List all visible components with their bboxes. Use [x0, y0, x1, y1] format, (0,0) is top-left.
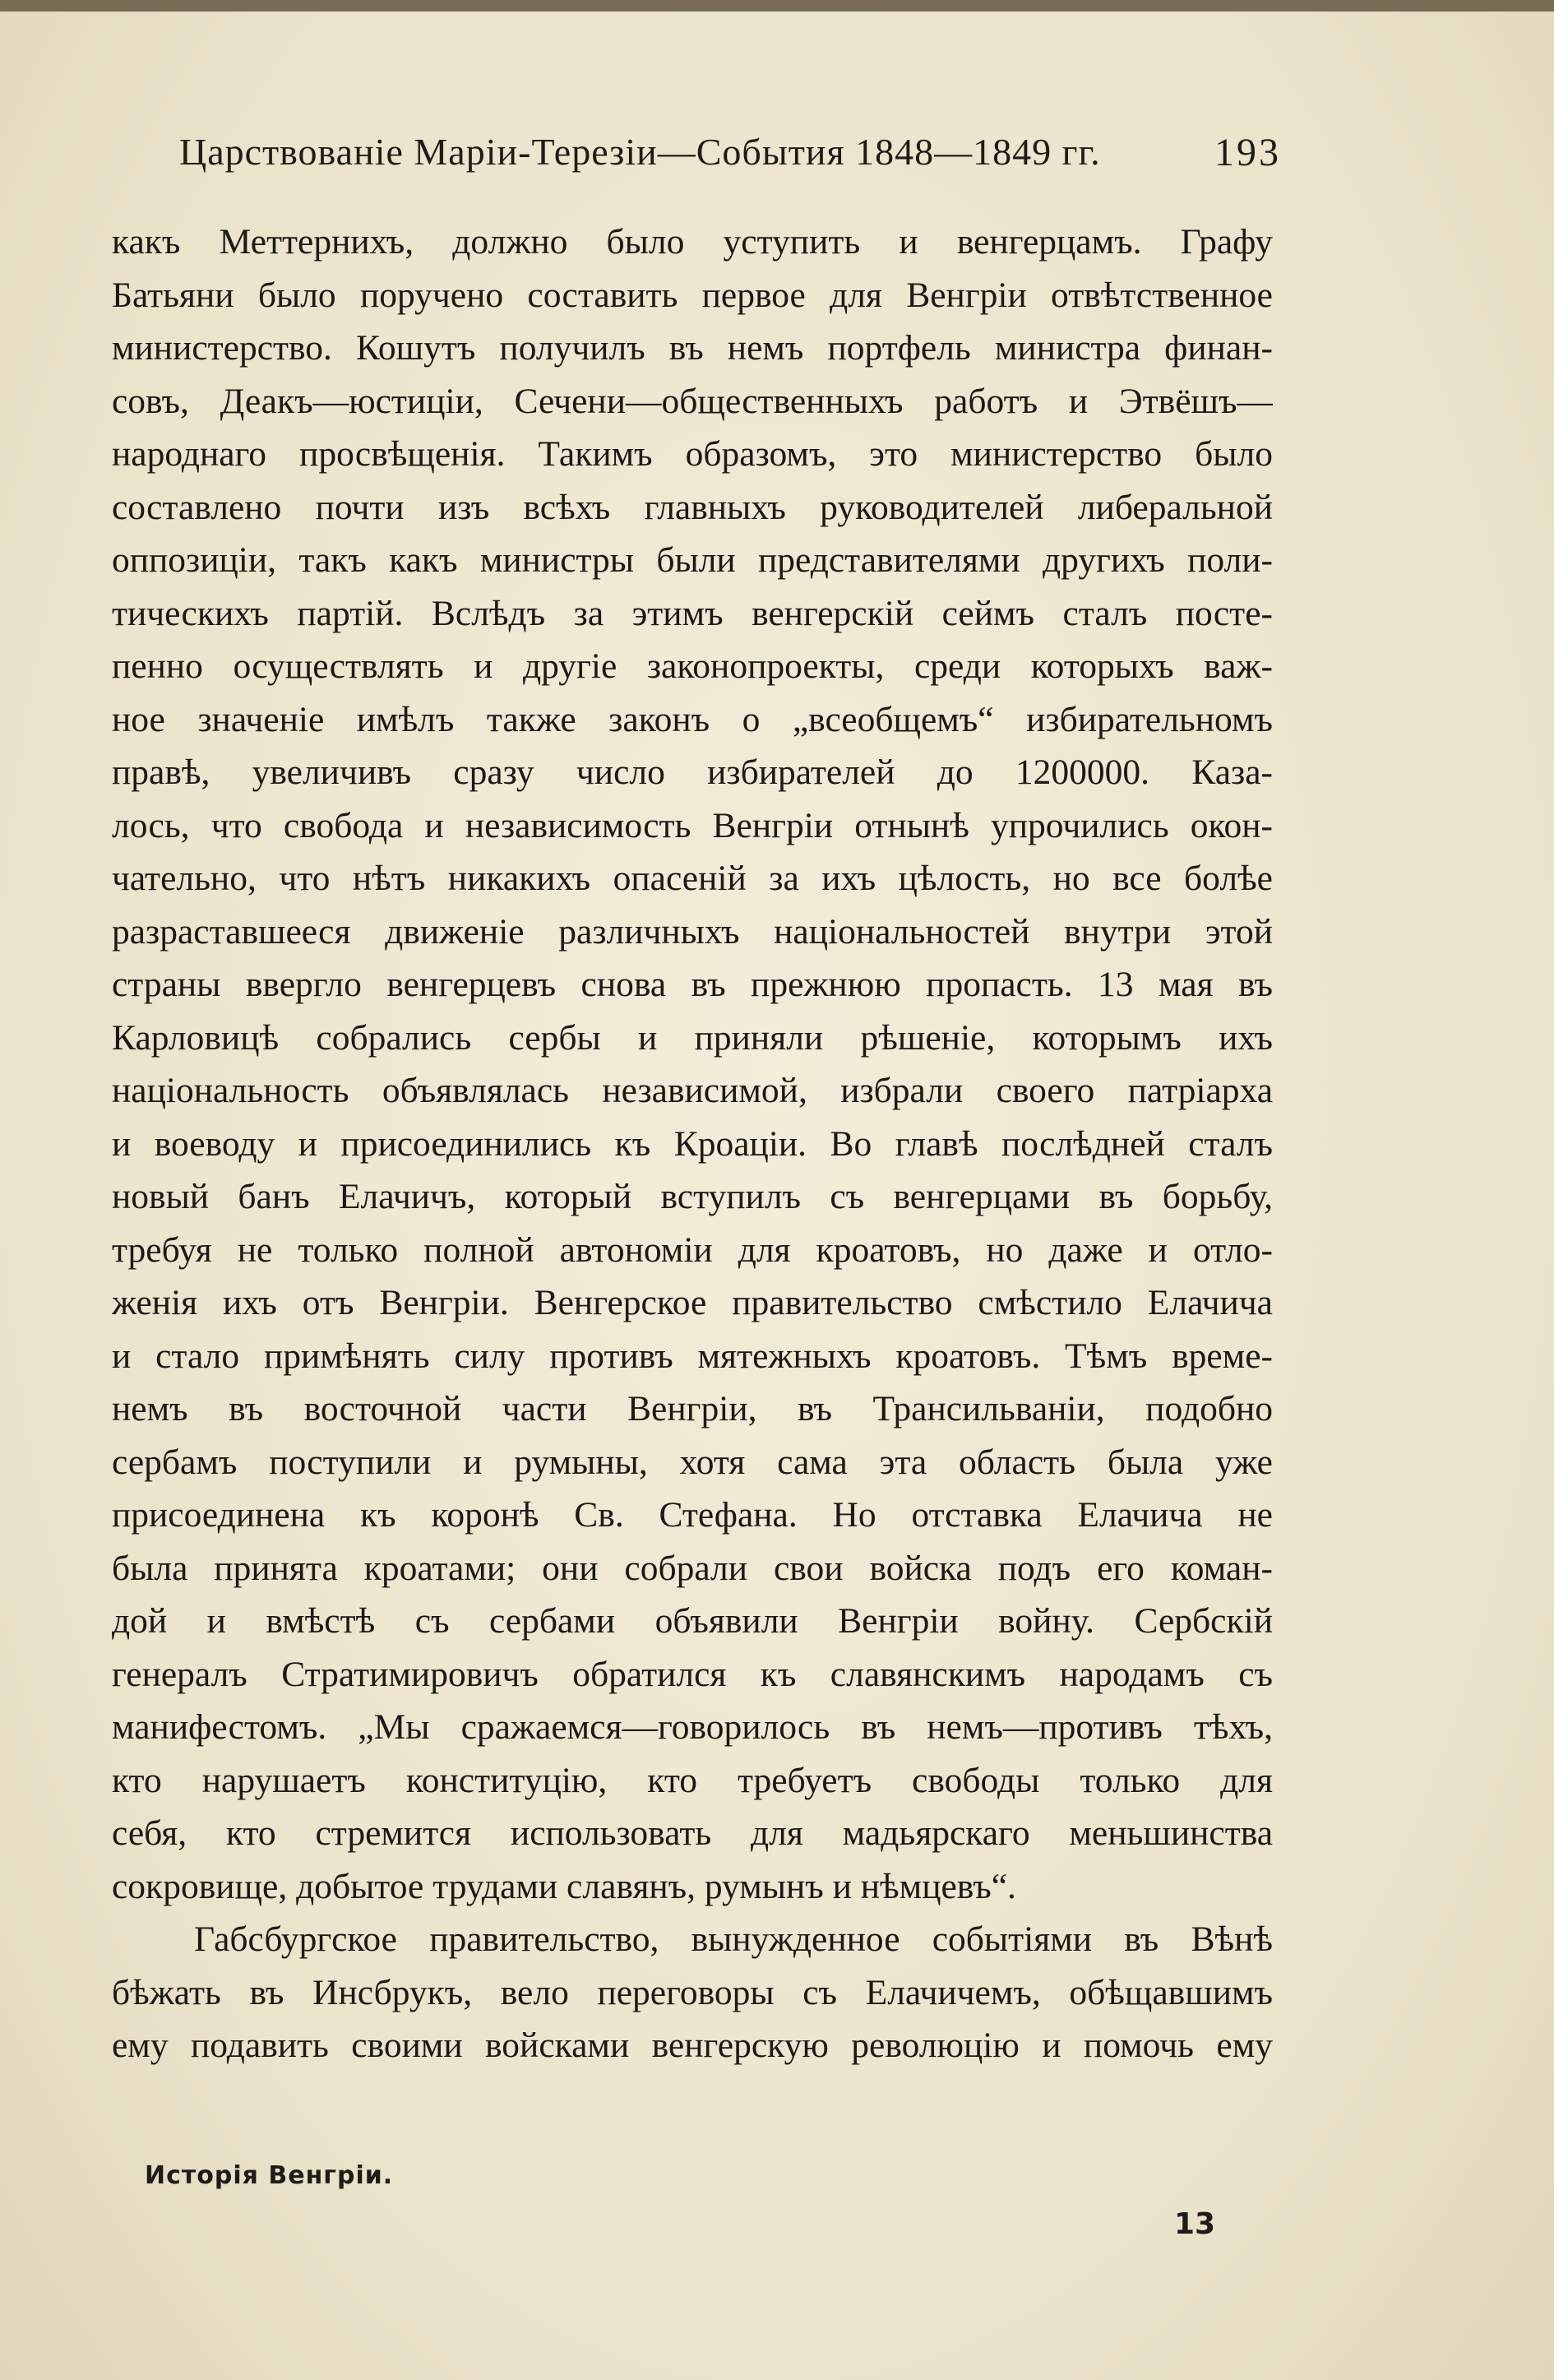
- text-line: тическихъ партій. Вслѣдъ за этимъ венгерскій сеймъ сталъ посте-: [112, 593, 1273, 633]
- text-line: и воеводу и присоединились къ Кроаціи. Во главѣ послѣдней сталъ: [112, 1123, 1273, 1164]
- text-line: сокровище, добытое трудами славянъ, румынъ и нѣмцевъ“.: [112, 1866, 1016, 1906]
- text-line: разраставшееся движеніе различныхъ національностей внутри этой: [112, 911, 1273, 952]
- printer-signature: 13: [1174, 2207, 1216, 2241]
- paragraph: [112, 1913, 1273, 2072]
- text-line: себя, кто стремится использовать для мадьярскаго меньшинства: [112, 1813, 1273, 1853]
- text-line: ему подавить своими войсками венгерскую революцію и помочь ему: [112, 2026, 1273, 2065]
- text-line: женія ихъ отъ Венгріи. Венгерское правительство смѣстило Елачича: [112, 1283, 1273, 1322]
- text-line: составлено почти изъ всѣхъ главныхъ руководителей либеральной: [112, 487, 1273, 527]
- text-line: генералъ Стратимировичъ обратился къ славянскимъ народамъ съ: [112, 1654, 1273, 1694]
- text-line: правѣ, увеличивъ сразу число избирателей до 1200000. Каза-: [112, 752, 1273, 792]
- text-line: народнаго просвѣщенія. Такимъ образомъ, это министерство было: [112, 434, 1273, 474]
- text-line: министерство. Кошутъ получилъ въ немъ портфель министра финан-: [112, 328, 1273, 368]
- text-line: была принята кроатами; они собрали свои войска подъ его коман-: [112, 1548, 1273, 1588]
- text-line: ное значеніе имѣлъ также законъ о „всеобщемъ“ избирательномъ: [112, 699, 1273, 739]
- text-line: Батьяни было поручено составить первое для Венгріи отвѣтственное: [112, 275, 1273, 315]
- text-line: и стало примѣнять силу противъ мятежныхъ кроатовъ. Тѣмъ време-: [112, 1336, 1273, 1376]
- text-line: какъ Меттернихъ, должно было уступить и венгерцамъ. Графу: [112, 222, 1273, 262]
- text-line: дой и вмѣстѣ съ сербами объявили Венгріи войну. Сербскій: [112, 1601, 1273, 1641]
- text-line: національность объявлялась независимой, избрали своего патріарха: [112, 1071, 1273, 1110]
- text-line: кто нарушаетъ конституцію, кто требуетъ свободы только для: [112, 1760, 1273, 1800]
- text-line: чательно, что нѣтъ никакихъ опасеній за ихъ цѣлость, но все болѣе: [112, 859, 1273, 898]
- page-edge: [0, 0, 1554, 12]
- running-title: Царствованіе Маріи-Терезіи—События 1848—1849 гг.: [179, 131, 1101, 173]
- body-text: [112, 215, 1273, 2072]
- text-line: требуя не только полной автономіи для кроатовъ, но даже и отло-: [112, 1229, 1273, 1270]
- paragraph: [112, 215, 1273, 1913]
- page-number: 193: [1214, 131, 1281, 174]
- text-line: бѣжать въ Инсбрукъ, вело переговоры съ Елачичемъ, обѣщавшимъ: [112, 1972, 1273, 2012]
- text-line: присоединена къ коронѣ Св. Стефана. Но отставка Елачича не: [112, 1495, 1273, 1535]
- text-line: сербамъ поступили и румыны, хотя сама эта область была уже: [112, 1442, 1273, 1482]
- text-line: совъ, Деакъ—юстиціи, Сечени—общественныхъ работъ и Этвёшъ—: [112, 381, 1273, 421]
- text-line: пенно осуществлять и другіе законопроекты, среди которыхъ важ-: [112, 646, 1273, 686]
- text-line: манифестомъ. „Мы сражаемся—говорилось въ немъ—противъ тѣхъ,: [112, 1707, 1273, 1747]
- footer-book-title: Исторія Венгріи.: [145, 2161, 394, 2190]
- running-header: [179, 130, 1281, 179]
- text-line: оппозиціи, такъ какъ министры были представителями другихъ поли-: [112, 540, 1273, 580]
- text-line: Карловицѣ собрались сербы и приняли рѣшеніе, которымъ ихъ: [112, 1017, 1273, 1058]
- text-line: страны ввергло венгерцевъ снова въ прежнюю пропасть. 13 мая въ: [112, 965, 1273, 1004]
- text-line: немъ въ восточной части Венгріи, въ Трансильваніи, подобно: [112, 1389, 1273, 1428]
- text-line: лось, что свобода и независимость Венгріи отнынѣ упрочились окон-: [112, 805, 1273, 845]
- text-line: Габсбургское правительство, вынужденное событіями въ Вѣнѣ: [194, 1919, 1273, 1959]
- text-line: новый банъ Елачичъ, который вступилъ съ венгерцами въ борьбу,: [112, 1177, 1273, 1216]
